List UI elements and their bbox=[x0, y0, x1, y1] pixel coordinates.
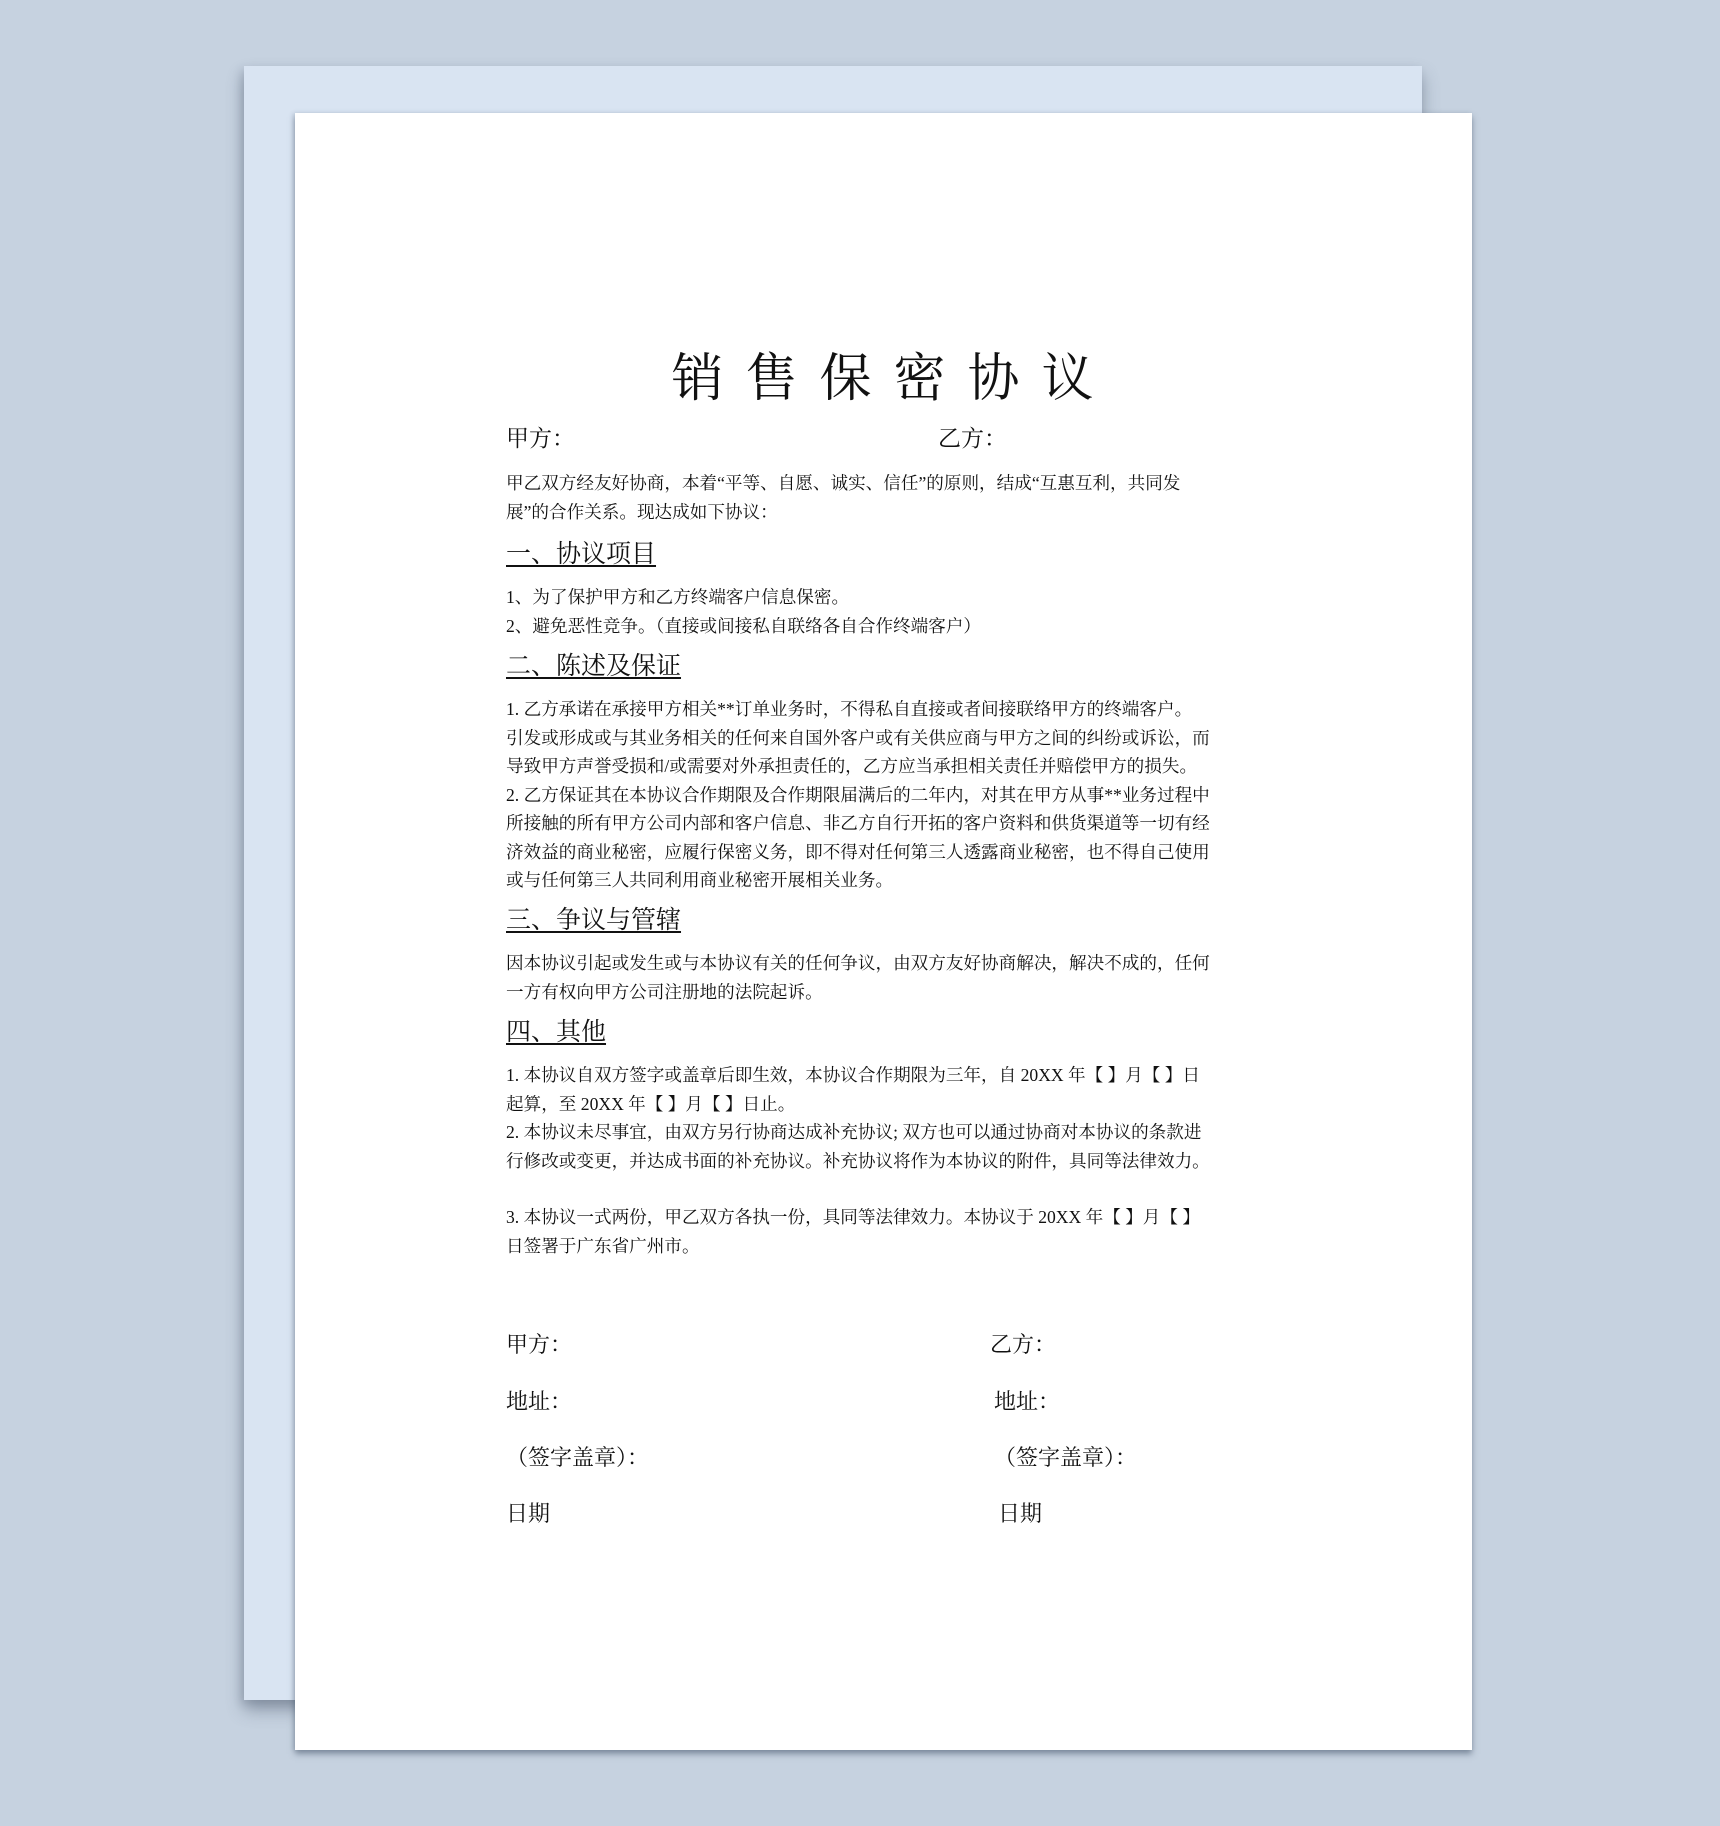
intro-line: 展”的合作关系。现达成如下协议： bbox=[506, 501, 778, 522]
section-3-body bbox=[506, 949, 1259, 1006]
clause-line: 3. 本协议一式两份，甲乙双方各执一份，具同等法律效力。本协议于 20XX 年【 】月【 】 bbox=[506, 1207, 1200, 1227]
clause-line: 1. 乙方承诺在承接甲方相关**订单业务时，不得私自直接或者间接联络甲方的终端客户。 bbox=[506, 699, 1193, 719]
sig-party-a: 甲方： bbox=[506, 1333, 573, 1358]
clause-line: 1. 本协议自双方签字或盖章后即生效，本协议合作期限为三年，自 20XX 年【 】月【 】日 bbox=[506, 1065, 1200, 1085]
party-b-label: 乙方： bbox=[938, 426, 1007, 452]
clause-line: 日签署于广东省广州市。 bbox=[506, 1235, 700, 1256]
document-page bbox=[295, 113, 1472, 1750]
clause-line: 引发或形成或与其业务相关的任何来自国外客户或有关供应商与甲方之间的纠纷或诉讼，而 bbox=[506, 727, 1210, 748]
section-heading-3: 三、争议与管辖 bbox=[506, 905, 682, 934]
section-heading-2: 二、陈述及保证 bbox=[506, 651, 682, 680]
party-a-label: 甲方： bbox=[506, 426, 575, 452]
section-2-body bbox=[506, 695, 1259, 895]
intro-paragraph bbox=[506, 469, 1259, 526]
clause-line: 2. 乙方保证其在本协议合作期限及合作期限届满后的二年内，对其在甲方从事**业务过程中 bbox=[506, 784, 1210, 805]
sig-seal-b: （签字盖章）： bbox=[994, 1446, 1138, 1471]
section-1-body bbox=[506, 583, 1259, 640]
sig-date-b: 日期 bbox=[998, 1502, 1043, 1527]
sig-party-b: 乙方： bbox=[990, 1333, 1057, 1358]
section-4-body-continued bbox=[506, 1203, 1259, 1260]
sig-date-a: 日期 bbox=[506, 1502, 551, 1527]
sig-address-b: 地址： bbox=[994, 1390, 1061, 1415]
clause-line: 导致甲方声誉受损和/或需要对外承担责任的，乙方应当承担相关责任并赔偿甲方的损失。 bbox=[506, 756, 1198, 776]
sig-seal-a: （签字盖章）： bbox=[506, 1446, 650, 1471]
intro-line: 甲乙双方经友好协商，本着“平等、自愿、诚实、信任”的原则，结成“互惠互利，共同发 bbox=[506, 473, 1181, 493]
clause-line: 行修改或变更，并达成书面的补充协议。补充协议将作为本协议的附件，具同等法律效力。 bbox=[506, 1150, 1210, 1171]
clause-line: 起算，至 20XX 年【 】月【 】日止。 bbox=[506, 1093, 796, 1114]
clause-line: 济效益的商业秘密，应履行保密义务，即不得对任何第三人透露商业秘密，也不得自己使用 bbox=[506, 841, 1210, 862]
clause-line: 所接触的所有甲方公司内部和客户信息、非乙方自行开拓的客户资料和供货渠道等一切有经 bbox=[506, 813, 1210, 833]
clause-line: 2、避免恶性竞争。（直接或间接私自联络各自合作终端客户） bbox=[506, 615, 982, 636]
document-title: 销售保密协议 bbox=[671, 348, 1116, 409]
clause-line: 一方有权向甲方公司注册地的法院起诉。 bbox=[506, 981, 823, 1002]
section-heading-1: 一、协议项目 bbox=[506, 539, 657, 568]
party-header bbox=[506, 423, 1259, 455]
clause-line: 1、为了保护甲方和乙方终端客户信息保密。 bbox=[506, 587, 850, 607]
section-heading-4: 四、其他 bbox=[506, 1017, 607, 1046]
clause-line: 因本协议引起或发生或与本协议有关的任何争议，由双方友好协商解决，解决不成的，任何 bbox=[506, 953, 1210, 973]
section-4-body bbox=[506, 1061, 1259, 1175]
clause-line: 2. 本协议未尽事宜，由双方另行协商达成补充协议; 双方也可以通过协商对本协议的条款进 bbox=[506, 1122, 1202, 1142]
sig-address-a: 地址： bbox=[506, 1390, 573, 1415]
clause-line: 或与任何第三人共同利用商业秘密开展相关业务。 bbox=[506, 870, 894, 890]
